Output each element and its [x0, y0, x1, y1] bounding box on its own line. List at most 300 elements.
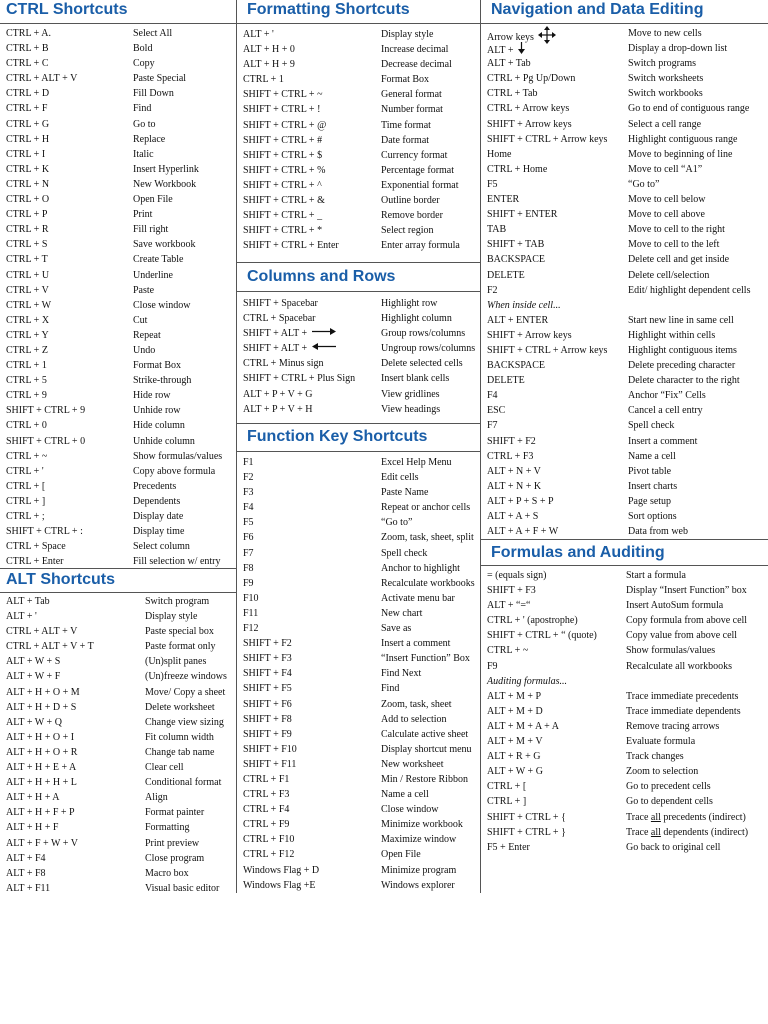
- shortcut-keys: SHIFT + F2: [487, 435, 536, 447]
- shortcut-row: [481, 237, 768, 252]
- shortcut-keys: CTRL + Space: [6, 541, 66, 553]
- shortcut-row: [0, 313, 236, 328]
- shortcut-description: Move to cell to the left: [628, 239, 720, 251]
- shortcut-keys: SHIFT + ALT +: [243, 341, 337, 356]
- shortcut-keys: SHIFT + CTRL + @: [243, 119, 327, 131]
- shortcut-row: [481, 598, 768, 613]
- shortcut-description: Move to cell to the right: [628, 224, 725, 236]
- section-rule: [237, 451, 480, 452]
- shortcut-keys: TAB: [487, 224, 507, 236]
- shortcut-keys: ALT + H + O + I: [6, 731, 75, 743]
- section-rule: [481, 23, 768, 24]
- shortcut-keys: CTRL + ALT + V + T: [6, 641, 94, 653]
- shortcut-description: Remove tracing arrows: [626, 720, 720, 732]
- section-title-columns: Columns and Rows: [247, 268, 396, 285]
- shortcut-row: [0, 464, 236, 479]
- shortcut-keys: SHIFT + CTRL + 9: [6, 405, 86, 417]
- shortcut-row: [237, 666, 480, 681]
- shortcut-description: Close window: [381, 804, 439, 816]
- shortcut-keys: ALT + A + F + W: [487, 526, 559, 538]
- shortcut-keys: ALT + N + V: [487, 465, 541, 477]
- shortcut-row: [0, 805, 236, 820]
- shortcut-keys: F10: [243, 592, 259, 604]
- shortcut-description: View headings: [381, 403, 441, 415]
- shortcut-description: Delete cell and get inside: [628, 254, 730, 266]
- shortcut-description: Highlight row: [381, 298, 438, 309]
- shortcut-row: [481, 177, 768, 192]
- shortcut-keys: SHIFT + CTRL + 0: [6, 435, 86, 447]
- shortcut-keys: CTRL + ;: [6, 511, 45, 522]
- shortcut-keys: ENTER: [487, 194, 520, 206]
- shortcut-keys: ALT + N + K: [487, 480, 542, 492]
- shortcut-description: Select region: [381, 225, 434, 237]
- shortcut-row: [481, 117, 768, 132]
- shortcut-description: Display a drop-down list: [628, 43, 728, 55]
- shortcut-description: Maximize window: [381, 834, 457, 846]
- shortcut-description: Go to end of contiguous range: [628, 103, 750, 115]
- navigation-list: [481, 26, 768, 539]
- shortcut-keys: F1: [243, 457, 254, 468]
- section-title-formulas: Formulas and Auditing: [491, 544, 665, 561]
- shortcut-row: [481, 132, 768, 147]
- shortcut-row: [481, 86, 768, 101]
- shortcut-keys: ALT + M + A + A: [487, 720, 559, 732]
- subsection-note: [481, 674, 768, 689]
- shortcut-description: Delete cell/selection: [628, 269, 710, 281]
- shortcut-row: [237, 356, 480, 371]
- shortcut-description: Select All: [133, 28, 173, 39]
- shortcut-description: Recalculate workbooks: [381, 577, 475, 589]
- shortcut-row: [237, 311, 480, 326]
- shortcut-description: Display “Insert Function” box: [626, 585, 747, 597]
- shortcut-keys: ALT + H + 0: [243, 44, 295, 56]
- shortcut-keys: F7: [243, 547, 254, 559]
- shortcut-row: [481, 479, 768, 494]
- shortcut-row: [0, 760, 236, 775]
- shortcut-keys: CTRL + Tab: [487, 88, 538, 100]
- shortcut-keys: SHIFT + CTRL + #: [243, 134, 323, 146]
- shortcut-description: Switch workbooks: [628, 88, 703, 100]
- shortcut-description: Close window: [133, 299, 191, 311]
- shortcut-row: [0, 881, 236, 896]
- shortcut-keys: Auditing formulas...: [487, 675, 568, 687]
- shortcut-description: Display date: [133, 511, 184, 522]
- shortcut-row: [237, 87, 480, 102]
- shortcut-description: Visual basic editor: [145, 882, 220, 894]
- shortcut-description: Anchor to highlight: [381, 562, 460, 574]
- shortcut-row: [481, 192, 768, 207]
- shortcut-description: Add to selection: [381, 713, 447, 725]
- shortcut-row: [237, 102, 480, 117]
- shortcut-description: Name a cell: [381, 789, 429, 801]
- shortcut-keys: SHIFT + TAB: [487, 239, 545, 251]
- shortcut-row: [237, 326, 480, 341]
- shortcut-description: (Un)split panes: [145, 656, 207, 668]
- shortcut-row: [0, 41, 236, 56]
- shortcut-keys: ALT + M + D: [487, 705, 543, 717]
- shortcut-description: Save as: [381, 623, 412, 635]
- shortcut-keys: CTRL + ]: [6, 495, 46, 507]
- shortcut-row: [481, 568, 768, 583]
- shortcut-keys: SHIFT + CTRL + Plus Sign: [243, 373, 356, 385]
- shortcut-description: Find: [133, 103, 152, 115]
- shortcut-description: Unhide column: [133, 435, 195, 447]
- shortcut-row: [0, 836, 236, 851]
- shortcut-keys: SHIFT + CTRL + “ (quote): [487, 630, 597, 642]
- shortcut-description: Print: [133, 209, 153, 221]
- shortcut-row: [481, 449, 768, 464]
- shortcut-row: [481, 704, 768, 719]
- shortcut-description: Hide row: [133, 390, 171, 402]
- shortcut-keys: ALT + H + F + P: [6, 807, 75, 819]
- shortcut-keys: CTRL + V: [6, 284, 49, 296]
- shortcut-description: Edit/ highlight dependent cells: [628, 284, 751, 296]
- shortcut-description: Save workbook: [133, 239, 196, 251]
- shortcut-description: Start new line in same cell: [628, 314, 734, 326]
- section-title-formatting: Formatting Shortcuts: [247, 1, 410, 18]
- shortcut-keys: CTRL + Enter: [6, 556, 64, 568]
- shortcut-keys: F4: [243, 502, 254, 514]
- shortcut-keys: CTRL + F4: [243, 804, 290, 816]
- shortcut-description: Show formulas/values: [626, 645, 716, 657]
- shortcut-row: [237, 697, 480, 712]
- shortcut-description: Repeat or anchor cells: [381, 502, 471, 514]
- shortcut-keys: DELETE: [487, 269, 525, 281]
- shortcut-keys: CTRL + D: [6, 88, 50, 100]
- shortcut-keys: F12: [243, 623, 259, 635]
- shortcut-keys: CTRL + [: [6, 480, 46, 492]
- shortcut-keys: ALT + H + F: [6, 822, 59, 834]
- shortcut-row: [237, 546, 480, 561]
- shortcut-description: Fill Down: [133, 88, 174, 100]
- shortcut-description: Copy value from above cell: [626, 630, 738, 642]
- shortcut-description: Precedents: [133, 480, 177, 492]
- shortcut-keys: ALT + H + H + L: [6, 777, 77, 789]
- shortcut-row: [0, 268, 236, 283]
- section-rule: [0, 592, 236, 593]
- shortcut-row: [481, 162, 768, 177]
- shortcut-keys: F11: [243, 607, 259, 619]
- shortcut-keys: Windows Flag + D: [243, 864, 320, 876]
- shortcut-description: Display shortcut menu: [381, 743, 472, 755]
- shortcut-description: Format Box: [133, 360, 182, 372]
- shortcut-description: Move/ Copy a sheet: [145, 686, 226, 698]
- shortcut-keys: F9: [243, 577, 254, 589]
- shortcut-keys: SHIFT + F3: [487, 585, 536, 597]
- shortcut-description: Highlight column: [381, 313, 452, 325]
- alt-shortcuts-list: [0, 594, 236, 896]
- function-key-list: [237, 455, 480, 893]
- shortcut-description: Minimize workbook: [381, 819, 463, 831]
- section-rule: [481, 539, 768, 540]
- shortcut-description: Replace: [133, 133, 166, 145]
- shortcut-row: [0, 207, 236, 222]
- shortcut-description: Decrease decimal: [381, 59, 452, 71]
- shortcut-description: Trace all dependents (indirect): [626, 826, 749, 838]
- shortcut-row: [237, 621, 480, 636]
- shortcut-description: Pivot table: [628, 465, 672, 477]
- shortcut-row: [0, 669, 236, 684]
- shortcut-keys: SHIFT + Spacebar: [243, 298, 318, 309]
- shortcut-keys: CTRL + W: [6, 299, 52, 311]
- shortcut-row: [237, 296, 480, 311]
- shortcut-row: [0, 479, 236, 494]
- shortcut-keys: SHIFT + CTRL + !: [243, 104, 321, 116]
- shortcut-row: [481, 101, 768, 116]
- shortcut-keys: F6: [243, 532, 254, 544]
- section-rule: [237, 23, 480, 24]
- shortcut-description: Edit cells: [381, 472, 419, 484]
- shortcut-keys: ALT + “=“: [487, 600, 531, 612]
- shortcut-row: [0, 730, 236, 745]
- shortcut-keys: CTRL + ]: [487, 796, 527, 808]
- shortcut-keys: ALT + F8: [6, 867, 46, 879]
- shortcut-description: Display style: [381, 29, 434, 40]
- shortcut-row: [0, 790, 236, 805]
- shortcut-description: Copy: [133, 58, 155, 70]
- shortcut-row: [481, 734, 768, 749]
- shortcut-keys: CTRL + ': [6, 465, 44, 477]
- shortcut-keys: SHIFT + ALT +: [243, 326, 337, 341]
- shortcut-keys: CTRL + 1: [6, 360, 47, 372]
- shortcut-description: Recalculate all workbooks: [626, 660, 733, 672]
- shortcut-description: Go to precedent cells: [626, 781, 711, 793]
- shortcut-row: [0, 328, 236, 343]
- shortcut-row: [237, 27, 480, 42]
- shortcut-keys: CTRL + Z: [6, 344, 48, 356]
- shortcut-description: Highlight within cells: [628, 329, 716, 341]
- shortcut-row: [0, 434, 236, 449]
- shortcut-description: Display style: [145, 611, 198, 623]
- shortcut-description: Repeat: [133, 329, 161, 341]
- shortcut-keys: CTRL + I: [6, 148, 46, 160]
- shortcut-keys: F3: [243, 487, 254, 499]
- shortcut-row: [0, 71, 236, 86]
- shortcut-row: [237, 651, 480, 666]
- shortcut-description: Minimize program: [381, 864, 457, 876]
- shortcut-row: [0, 594, 236, 609]
- shortcut-keys: CTRL + F1: [243, 773, 290, 785]
- shortcut-description: Switch program: [145, 596, 210, 607]
- ctrl-shortcuts-list: [0, 26, 236, 569]
- shortcut-description: Group rows/columns: [381, 328, 466, 340]
- shortcut-keys: F4: [487, 390, 498, 402]
- shortcut-description: Display time: [133, 526, 185, 538]
- shortcut-keys: When inside cell...: [487, 299, 561, 311]
- shortcut-row: [237, 193, 480, 208]
- shortcut-description: Go to: [133, 118, 156, 130]
- shortcut-row: [0, 866, 236, 881]
- shortcut-keys: CTRL + F10: [243, 834, 295, 846]
- shortcut-description: Undo: [133, 344, 156, 356]
- shortcut-description: Excel Help Menu: [381, 457, 452, 468]
- shortcut-row: [481, 840, 768, 855]
- shortcut-keys: = (equals sign): [487, 570, 547, 581]
- shortcut-row: [237, 223, 480, 238]
- shortcut-description: View gridlines: [381, 388, 440, 400]
- shortcut-keys: SHIFT + F9: [243, 728, 292, 740]
- shortcut-description: Format Box: [381, 74, 430, 86]
- shortcut-row: [237, 606, 480, 621]
- shortcut-row: [481, 252, 768, 267]
- shortcut-description: Outline border: [381, 195, 440, 207]
- shortcut-row: [481, 207, 768, 222]
- shortcut-keys: CTRL + K: [6, 163, 50, 175]
- shortcut-description: Paste: [133, 284, 155, 296]
- shortcut-row: [481, 583, 768, 598]
- shortcut-description: Dependents: [133, 495, 181, 507]
- shortcut-description: Exponential format: [381, 179, 459, 191]
- shortcut-row: [0, 86, 236, 101]
- shortcut-keys: F9: [487, 660, 498, 672]
- shortcut-keys: F5: [487, 178, 498, 190]
- shortcut-description: Paste format only: [145, 641, 216, 653]
- shortcut-description: Anchor “Fix” Cells: [628, 390, 706, 402]
- shortcut-row: [237, 561, 480, 576]
- shortcut-description: Windows explorer: [381, 879, 455, 891]
- shortcut-description: Min / Restore Ribbon: [381, 773, 468, 785]
- section-title-function: Function Key Shortcuts: [247, 428, 428, 445]
- shortcut-row: [237, 72, 480, 87]
- shortcut-row: [481, 358, 768, 373]
- shortcut-description: Number format: [381, 104, 443, 116]
- shortcut-description: New worksheet: [381, 758, 444, 770]
- underlined-word: all: [650, 826, 661, 838]
- shortcut-description: Conditional format: [145, 777, 222, 789]
- shortcut-keys: CTRL + ~: [487, 645, 529, 657]
- shortcut-row: [0, 775, 236, 790]
- shortcut-row: [0, 654, 236, 669]
- columns-rows-list: [237, 296, 480, 417]
- shortcut-description: Percentage format: [381, 164, 455, 176]
- shortcut-description: Fill right: [133, 224, 169, 236]
- shortcut-row: [237, 133, 480, 148]
- shortcut-description: Start a formula: [626, 570, 686, 581]
- shortcut-keys: F5: [243, 517, 254, 529]
- shortcut-row: [481, 628, 768, 643]
- shortcut-keys: ALT + F4: [6, 852, 46, 864]
- shortcut-row: [481, 524, 768, 539]
- shortcut-keys: CTRL + 1: [243, 74, 284, 86]
- shortcut-row: [481, 764, 768, 779]
- shortcut-keys: SHIFT + CTRL + %: [243, 164, 326, 176]
- shortcut-row: [237, 515, 480, 530]
- shortcut-keys: SHIFT + CTRL + ~: [243, 89, 323, 101]
- shortcut-description: Open File: [133, 194, 173, 206]
- shortcut-description: Page setup: [628, 495, 672, 507]
- shortcut-keys: CTRL + ~: [6, 450, 48, 462]
- shortcut-description: Zoom, task, sheet: [381, 698, 452, 710]
- shortcut-keys: F2: [243, 472, 254, 484]
- shortcut-description: (Un)freeze windows: [145, 671, 227, 683]
- shortcut-keys: SHIFT + CTRL + :: [6, 526, 83, 538]
- shortcut-description: Switch worksheets: [628, 73, 704, 85]
- shortcut-row: [0, 222, 236, 237]
- shortcut-description: Macro box: [145, 867, 189, 879]
- shortcut-keys: CTRL + A.: [6, 28, 51, 39]
- arrow-right-icon: [311, 326, 337, 341]
- shortcut-description: Trace immediate dependents: [626, 705, 741, 717]
- shortcut-description: Move to beginning of line: [628, 148, 733, 160]
- shortcut-row: [481, 373, 768, 388]
- shortcut-row: [0, 624, 236, 639]
- shortcut-row: [237, 148, 480, 163]
- shortcut-keys: ALT + P + S + P: [487, 495, 554, 507]
- shortcut-description: Select column: [133, 541, 190, 553]
- shortcut-row: [481, 494, 768, 509]
- shortcut-row: [237, 847, 480, 862]
- shortcut-keys: BACKSPACE: [487, 254, 545, 266]
- shortcut-keys: ALT + ENTER: [487, 314, 549, 326]
- shortcut-row: [237, 455, 480, 470]
- shortcut-description: “Go to”: [628, 178, 660, 190]
- shortcut-row: [481, 268, 768, 283]
- shortcut-keys: CTRL + H: [6, 133, 50, 145]
- shortcut-keys: SHIFT + Arrow keys: [487, 118, 572, 130]
- shortcut-keys: CTRL + Home: [487, 163, 548, 175]
- shortcut-description: Insert a comment: [381, 638, 451, 650]
- shortcut-row: [237, 238, 480, 253]
- shortcut-row: [237, 878, 480, 893]
- shortcut-row: [0, 524, 236, 539]
- shortcut-keys: ALT + H + A: [6, 792, 60, 804]
- shortcut-row: [0, 26, 236, 41]
- shortcut-row: [237, 863, 480, 878]
- shortcut-keys: CTRL + ALT + V: [6, 73, 78, 85]
- shortcut-description: Paste Special: [133, 73, 187, 85]
- shortcut-row: [481, 825, 768, 840]
- shortcut-keys: CTRL + X: [6, 314, 50, 326]
- shortcut-keys: SHIFT + F11: [243, 758, 297, 770]
- shortcut-description: Insert charts: [628, 480, 678, 492]
- shortcut-keys: ESC: [487, 405, 506, 417]
- shortcut-row: [481, 509, 768, 524]
- shortcut-description: Create Table: [133, 254, 184, 266]
- shortcut-description: Format painter: [145, 807, 205, 819]
- shortcut-keys: SHIFT + F4: [243, 668, 292, 680]
- shortcut-description: New Workbook: [133, 178, 197, 190]
- shortcut-description: Calculate active sheet: [381, 728, 469, 740]
- shortcut-keys: CTRL + Arrow keys: [487, 103, 570, 115]
- shortcut-row: [0, 252, 236, 267]
- shortcut-row: [237, 817, 480, 832]
- shortcut-description: Hide column: [133, 420, 185, 432]
- shortcut-description: Move to cell above: [628, 209, 705, 221]
- shortcut-description: Find Next: [381, 668, 422, 680]
- section-rule: [237, 262, 480, 263]
- shortcut-keys: ALT + W + Q: [6, 716, 62, 728]
- shortcut-row: [0, 820, 236, 835]
- shortcut-keys: CTRL + B: [6, 43, 49, 55]
- shortcut-description: Trace all precedents (indirect): [626, 811, 746, 823]
- section-rule: [237, 291, 480, 292]
- shortcut-keys: CTRL + O: [6, 194, 50, 206]
- shortcut-description: Insert a comment: [628, 435, 698, 447]
- shortcut-keys: DELETE: [487, 375, 525, 387]
- shortcut-description: Strike-through: [133, 375, 192, 387]
- shortcut-row: [481, 613, 768, 628]
- shortcut-row: [481, 403, 768, 418]
- shortcut-row: [237, 757, 480, 772]
- section-rule: [237, 423, 480, 424]
- shortcut-row: [481, 26, 768, 41]
- shortcut-description: Delete selected cells: [381, 358, 463, 370]
- shortcut-row: [481, 418, 768, 433]
- shortcut-description: Zoom to selection: [626, 766, 699, 778]
- shortcut-keys: CTRL + 0: [6, 420, 47, 432]
- shortcut-row: [0, 283, 236, 298]
- shortcut-row: [0, 388, 236, 403]
